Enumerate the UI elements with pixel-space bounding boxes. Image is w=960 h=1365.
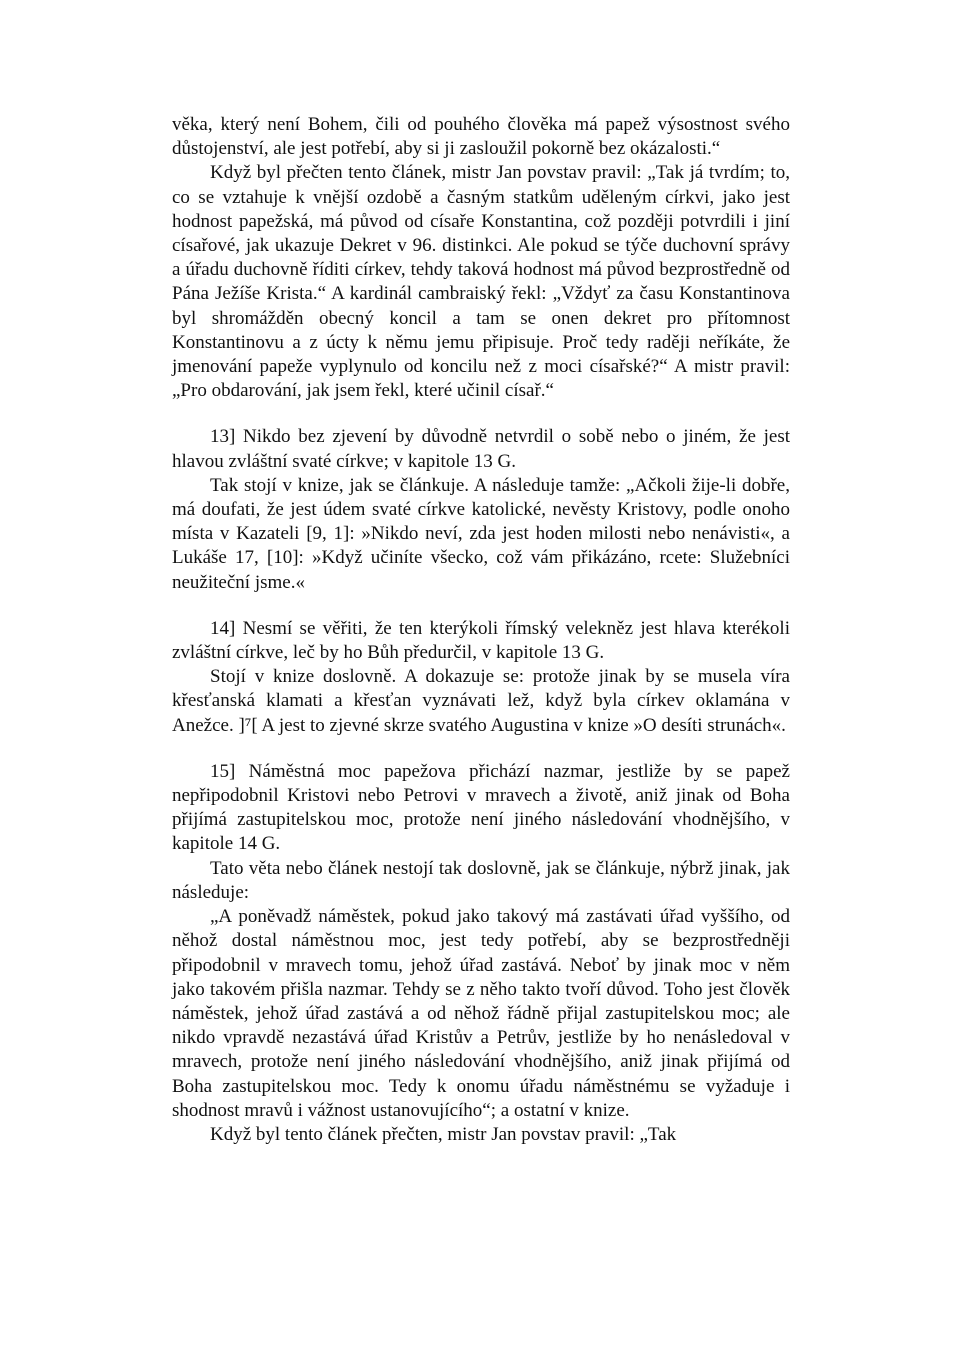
document-page [172, 113, 790, 1147]
paragraph-article-13-comment: Tak stojí v knize, jak se článkuje. A následuje tamže: „Ačkoli žije-li dobře, má doufati, že jest údem svaté církve katolické, nevěsty Kristovy, podle onoho místa v Kazateli [9, 1]: »Nikdo neví, zda jest hoden milosti nebo nenávisti«, a Lukáše 17, [10]: »Když učiníte všecko, což vám přikázáno, rcete: Služebníci neužiteční jsme.« [172, 474, 790, 593]
article-14: 14] Nesmí se věřiti, že ten kterýkoli římský velekněz jest hlava kterékoli zvláštní církve, leč by ho Bůh předurčil, v kapitole 13 G. [172, 617, 790, 664]
paragraph-hus-reply: Když byl přečten tento článek, mistr Jan povstav pravil: „Tak já tvrdím; to, co se vztahuje k vnější ozdobě a časným statkům uděleným církvi, jako jest hodnost papežská, má původ od císaře Konstantina, což později potvrdili i jiní císařové, jak ukazuje Dekret v 96. distinkci. Ale pokud se týče duchovní správy a úřadu duchovně říditi církev, tehdy taková hodnost má původ bezprostředně od Pána Ježíše Krista.“ A kardinál cambraiský řekl: „Vždyť za času Konstantinova byl shromážděn obecný koncil a tam se onen dekret pro přítomnost Konstantinovu a z úcty k němu jemu připisuje. Proč tedy raději neříkáte, že jmenování papeže vyplynulo od koncilu než z moci císařské?“ A mistr pravil: „Pro obdarování, jak jsem řekl, které učinil císař.“ [172, 162, 790, 402]
paragraph-article-15-comment: Tato věta nebo článek nestojí tak doslovně, jak se článkuje, nýbrž jinak, jak následuje: [172, 857, 790, 903]
paragraph-article-14-comment: Stojí v knize doslovně. A dokazuje se: protože jinak by se musela víra křesťanská klamati a křesťan vyznávati lež, když byla církev oklamána v Anežce. ]⁷[ A jest to zjevné skrze svatého Augustina v knize »O desíti strunách«. [172, 666, 790, 736]
article-15: 15] Náměstná moc papežova přichází nazmar, jestliže by se papež nepřipodobnil Kristovi nebo Petrovi v mravech a životě, aniž jinak od Boha přijímá zastupitelskou moc, protože není jiného následování vhodnějšího, v kapitole 14 G. [172, 760, 790, 855]
article-13: 13] Nikdo bez zjevení by důvodně netvrdil o sobě nebo o jiném, že jest hlavou zvláštní svaté církve; v kapitole 13 G. [172, 426, 790, 472]
paragraph-closing: Když byl tento článek přečten, mistr Jan povstav pravil: „Tak [210, 1123, 677, 1145]
paragraph-continuation: věka, který není Bohem, čili od pouhého člověka má papež výsostnost svého důstojenství, ale jest potřebí, aby si ji zasloužil pokorně bez okázalosti.“ [172, 114, 790, 160]
paragraph-article-15-quote: „A poněvadž náměstek, pokud jako takový má zastávati úřad vyššího, od něhož dostal náměstnou moc, jest tedy potřebí, aby se bezprostředněji připodobnil v mravech tomu, jehož úřad zastává. Neboť by jinak moc v něm jako takovém přišla nazmar. Tehdy se z něho takto tvoří důvod. Toho jest člověk náměstek, jehož úřad zastává a od něhož řádně přijal zastupitelskou moc; ale nikdo vpravdě nezastává úřad Kristův a Petrův, jestliže by ho nenásledoval v mravech, protože není jiného následování vhodnějšího, aniž jinak přijímá od Boha zastupitelskou moc. Tedy k onomu úřadu náměstnému se vyžaduje i shodnost mravů i vážnost ustanovujícího“; a ostatní v knize. [172, 906, 790, 1121]
